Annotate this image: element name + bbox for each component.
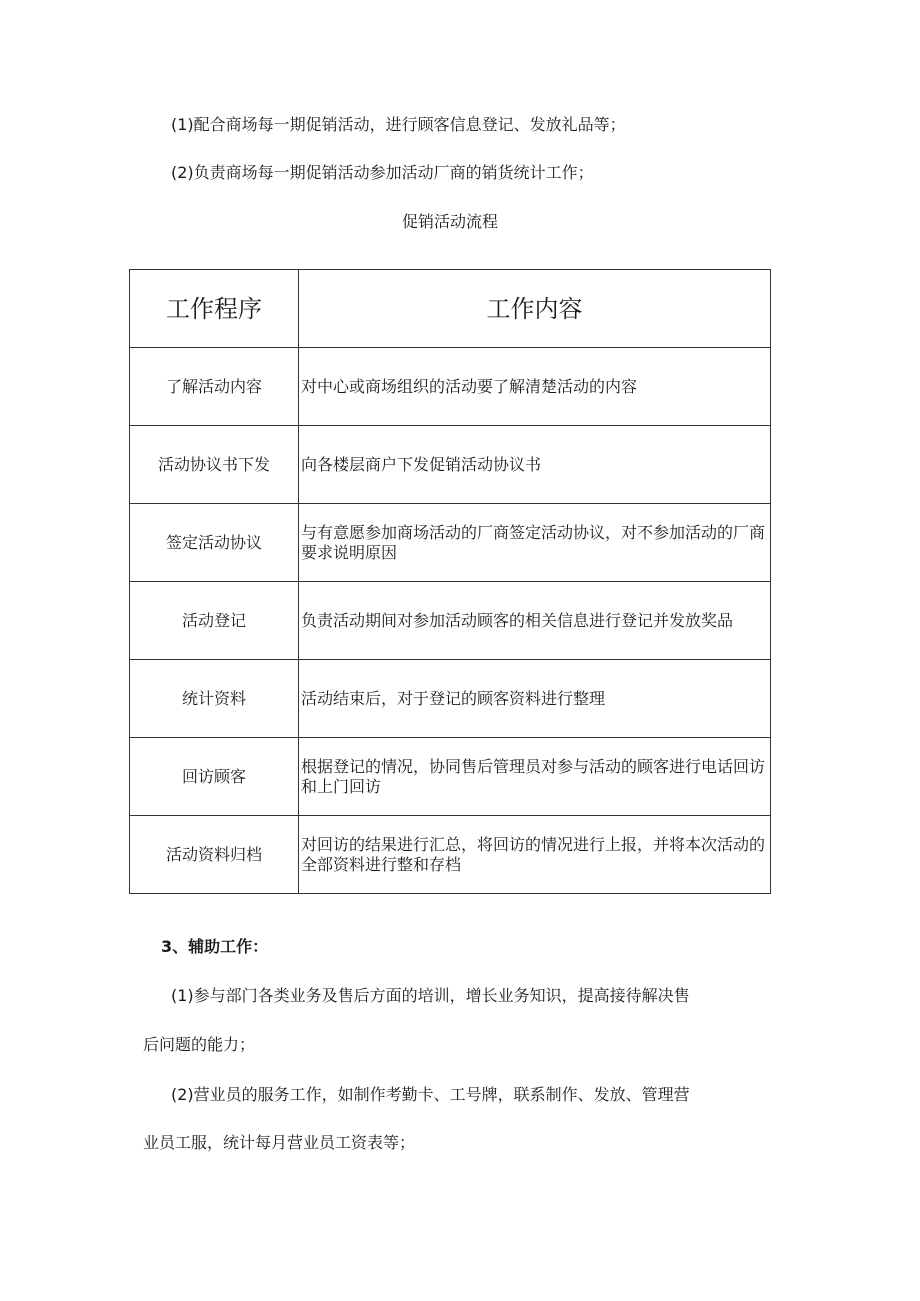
table-row <box>130 426 771 504</box>
row-step: 活动资料归档 <box>130 816 299 894</box>
section-3-heading: 3、辅助工作： <box>161 937 269 956</box>
row-content: 与有意愿参加商场活动的厂商签定活动协议，对不参加活动的厂商要求说明原因 <box>299 504 771 582</box>
row-content: 根据登记的情况，协同售后管理员对参与活动的顾客进行电话回访和上门回访 <box>299 738 771 816</box>
intro-item-2: (2)负责商场每一期促销活动参加活动厂商的销货统计工作； <box>171 163 594 182</box>
table-row <box>130 738 771 816</box>
row-content: 对中心或商场组织的活动要了解清楚活动的内容 <box>299 348 771 426</box>
row-content: 向各楼层商户下发促销活动协议书 <box>299 426 771 504</box>
row-step: 回访顾客 <box>130 738 299 816</box>
table-row <box>130 348 771 426</box>
header-content: 工作内容 <box>299 270 771 348</box>
promotion-flow-table <box>129 269 771 894</box>
aux-item-2-line-2: 业员工服，统计每月营业员工资表等； <box>143 1133 416 1152</box>
table-row <box>130 660 771 738</box>
row-step: 活动协议书下发 <box>130 426 299 504</box>
table-row <box>130 504 771 582</box>
table-header-row <box>130 270 771 348</box>
row-content: 负责活动期间对参加活动顾客的相关信息进行登记并发放奖品 <box>299 582 771 660</box>
row-step: 了解活动内容 <box>130 348 299 426</box>
row-step: 统计资料 <box>130 660 299 738</box>
aux-item-2-line-1: (2)营业员的服务工作，如制作考勤卡、工号牌，联系制作、发放、管理营 <box>171 1085 690 1104</box>
row-step: 签定活动协议 <box>130 504 299 582</box>
table-title: 促销活动流程 <box>401 212 498 231</box>
row-content: 对回访的结果进行汇总，将回访的情况进行上报，并将本次活动的全部资料进行整和存档 <box>299 816 771 894</box>
aux-item-1-line-1: (1)参与部门各类业务及售后方面的培训，增长业务知识，提高接待解决售 <box>171 986 690 1005</box>
header-procedure: 工作程序 <box>130 270 299 348</box>
intro-item-1: (1)配合商场每一期促销活动，进行顾客信息登记、发放礼品等； <box>171 115 626 134</box>
table-row <box>130 582 771 660</box>
table-row <box>130 816 771 894</box>
aux-item-1-line-2: 后问题的能力； <box>143 1035 256 1054</box>
row-step: 活动登记 <box>130 582 299 660</box>
row-content: 活动结束后，对于登记的顾客资料进行整理 <box>299 660 771 738</box>
